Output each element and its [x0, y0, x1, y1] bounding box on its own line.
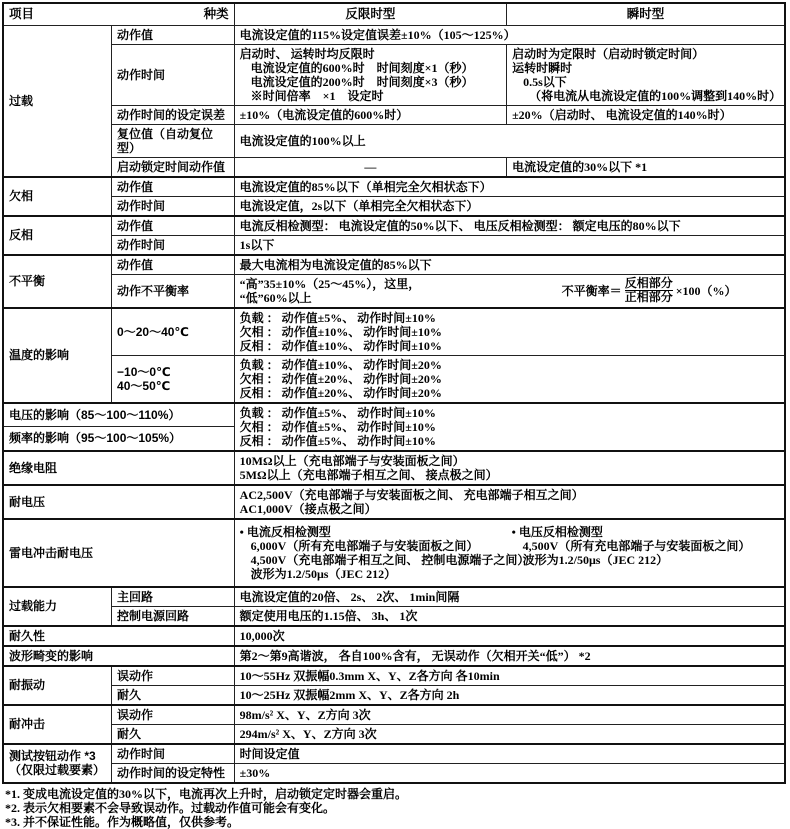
- temp-range-line: −10～0℃: [117, 364, 171, 379]
- test-button-op-time-char-value: ±30%: [234, 763, 785, 783]
- row-unbalance-op-value: [3, 255, 785, 275]
- test-button-label-line: 测试按钮动作 *3: [9, 749, 96, 763]
- temperature-range-2: [112, 355, 235, 403]
- shock-malfunction-value: 98m/s² X、Y、Z方向 3次: [234, 705, 785, 725]
- phase-loss-op-time: 电流设定值，2s以下（单相完全欠相状态下）: [234, 196, 785, 216]
- temp-line: 负载 ： 动作值±5%、 动作时间±10%: [239, 310, 436, 325]
- kind-malfunction: 误动作: [112, 666, 235, 686]
- row-unbalance-rate: [3, 274, 785, 308]
- row-overload-start-lock: [3, 157, 785, 177]
- kind-start-lock: 启动锁定时间动作值: [112, 157, 235, 177]
- label-phase-reversal: 反相: [3, 216, 112, 255]
- op-time-inv-line: ※时间倍率 ×1 设定时: [250, 88, 384, 103]
- impulse-line: 波形为1.2/50μs（JEC 212）: [522, 552, 669, 567]
- overload-reset-value: 电流设定值的100%以上: [234, 124, 785, 157]
- row-overload-op-time-error: [3, 105, 785, 124]
- kind-op-time: 动作时间: [112, 196, 235, 216]
- test-button-label-line: （仅限过载要素）: [9, 763, 106, 777]
- impulse-line: • 电流反相检测型: [239, 524, 331, 539]
- kind-reset-value: 复位值（自动复位型）: [112, 124, 235, 157]
- label-frequency-effect: 频率的影响（95～100～105%）: [3, 427, 234, 451]
- unbalance-op-value: 最大电流相为电流设定值的85%以下: [234, 255, 785, 275]
- vf-line: 欠相 ： 动作值±5%、 动作时间±10%: [239, 419, 436, 434]
- label-test-button: [3, 744, 112, 783]
- insulation-line: 5MΩ以上（充电部端子相互之间、 接点极之间）: [239, 467, 498, 482]
- row-phase-loss-op-value: [3, 177, 785, 197]
- footnotes: [2, 784, 788, 829]
- phase-reversal-op-value: 电流反相检测型： 电流设定值的50%以下、 电压反相检测型： 额定电压的80%以下: [234, 216, 785, 236]
- op-time-inst-line: 运转时瞬时: [512, 60, 573, 75]
- temperature-effect-1: [234, 308, 785, 356]
- temp-line: 反相 ： 动作值±10%、 动作时间±10%: [239, 338, 442, 353]
- kind-op-time: 动作时间: [112, 744, 235, 764]
- label-unbalance: 不平衡: [3, 255, 112, 308]
- kind-op-time: 动作时间: [112, 235, 235, 255]
- row-phase-reversal-op-time: [3, 235, 785, 255]
- kind-malfunction: 误动作: [112, 705, 235, 725]
- impulse-current-type: [239, 524, 530, 581]
- kind-op-value: 动作值: [112, 25, 235, 44]
- shock-endurance-value: 294m/s² X、Y、Z方向 3次: [234, 724, 785, 744]
- insulation-value: [234, 451, 785, 485]
- op-time-inst-line: 0.5s以下: [523, 74, 567, 89]
- label-durability: 耐久性: [3, 626, 234, 646]
- unbalance-rate-cell: [234, 274, 785, 308]
- temp-line: 欠相 ： 动作值±20%、 动作时间±20%: [239, 371, 442, 386]
- formula-lhs: 不平衡率＝: [561, 283, 622, 298]
- overload-op-value: 电流设定值的115%设定值误差±10%（105～125%）: [234, 25, 785, 44]
- row-impulse: [3, 519, 785, 587]
- row-waveform-distortion: [3, 646, 785, 666]
- overload-start-lock-inverse: —: [234, 157, 506, 177]
- kind-main-circuit: 主回路: [112, 587, 235, 607]
- kind-op-value: 动作值: [112, 216, 235, 236]
- footnote-3: *3. 并不保证性能。作为概略值，仅供参考。: [5, 814, 240, 829]
- row-shock-malfunction: [3, 705, 785, 725]
- header-instant-type: 瞬时型: [507, 3, 785, 25]
- op-time-inv-line: 电流设定值的200%时 时间刻度×3（秒）: [250, 74, 474, 89]
- formula-rhs: ×100（%）: [675, 283, 737, 298]
- withstand-line: AC1,000V（接点极之间）: [239, 501, 377, 516]
- overload-op-time-error-inverse: ±10%（电流设定值的600%时）: [234, 105, 506, 124]
- row-test-button-op-time-char: [3, 763, 785, 783]
- row-vibration-endurance: [3, 685, 785, 705]
- temperature-range-1: 0～20～40℃: [112, 308, 235, 356]
- test-button-op-time-value: 时间设定值: [234, 744, 785, 764]
- overload-capacity-control: 额定使用电压的1.15倍、 3h、 1次: [234, 606, 785, 626]
- footnote-2: *2. 表示欠相要素不会导致误动作。过载动作值可能会有变化。: [5, 800, 336, 815]
- kind-op-time-char: 动作时间的设定特性: [112, 763, 235, 783]
- unbalance-rate-text: [240, 277, 562, 305]
- header-item: 项目: [9, 7, 35, 22]
- label-voltage-effect: 电压的影响（85～100～110%）: [3, 403, 234, 427]
- voltage-frequency-effect: [234, 403, 785, 451]
- kind-endurance: 耐久: [112, 724, 235, 744]
- waveform-distortion-value: 第2～第9高谐波， 各自100%含有， 无误动作（欠相开关“低”） *2: [234, 646, 785, 666]
- op-time-inst-line: 启动时为定限时（启动时锁定时间）: [512, 46, 705, 61]
- label-shock: 耐冲击: [3, 705, 112, 744]
- overload-op-time-inverse: [234, 44, 506, 105]
- header-row: [3, 3, 785, 25]
- row-overload-reset-value: [3, 124, 785, 157]
- footnote-1: *1. 变成电流设定值的30%以下，电流再次上升时，启动锁定定时器会重启。: [5, 786, 408, 801]
- temp-range-line: 40～50℃: [117, 378, 171, 393]
- overload-op-time-error-instant: ±20%（启动时、 电流设定值的140%时）: [507, 105, 785, 124]
- phase-loss-op-value: 电流设定值的85%以下（单相完全欠相状态下）: [234, 177, 785, 197]
- row-overload-capacity-control: [3, 606, 785, 626]
- vf-line: 负载 ： 动作值±5%、 动作时间±10%: [239, 405, 436, 420]
- row-overload-op-value: [3, 25, 785, 44]
- formula-denominator: 正相部分: [624, 290, 673, 304]
- temperature-effect-2: [234, 355, 785, 403]
- formula-fraction: [625, 277, 673, 304]
- row-test-button-op-time: [3, 744, 785, 764]
- row-temperature-1: [3, 308, 785, 356]
- label-vibration: 耐振动: [3, 666, 112, 705]
- row-vibration-malfunction: [3, 666, 785, 686]
- unbalance-rate-line: “低”60%以上: [239, 290, 312, 305]
- label-insulation: 绝缘电阻: [3, 451, 234, 485]
- unbalance-rate-line: “高”35±10%（25～45%），这里，: [239, 276, 421, 291]
- vibration-endurance-value: 10～25Hz 双振幅2mm X、Y、Z各方向 2h: [234, 685, 785, 705]
- kind-op-time: 动作时间: [112, 44, 235, 105]
- impulse-value: [234, 519, 785, 587]
- header-kind: 种类: [203, 7, 229, 22]
- impulse-voltage-type: [512, 525, 751, 567]
- temp-line: 欠相 ： 动作值±10%、 动作时间±10%: [239, 324, 442, 339]
- label-overload: 过载: [3, 25, 112, 177]
- row-voltage-effect: [3, 403, 785, 427]
- kind-op-value: 动作值: [112, 255, 235, 275]
- row-phase-reversal-op-value: [3, 216, 785, 236]
- insulation-line: 10MΩ以上（充电部端子与安装面板之间）: [239, 453, 465, 468]
- phase-reversal-op-time: 1s以下: [234, 235, 785, 255]
- temp-line: 反相 ： 动作值±20%、 动作时间±20%: [239, 385, 442, 400]
- row-insulation: [3, 451, 785, 485]
- temp-line: 负载 ： 动作值±10%、 动作时间±20%: [239, 357, 442, 372]
- impulse-line: 4,500V（所有充电部端子与安装面板之间）: [522, 538, 751, 553]
- durability-value: 10,000次: [234, 626, 785, 646]
- kind-op-time-error: 动作时间的设定误差: [112, 105, 235, 124]
- label-impulse: 雷电冲击耐电压: [3, 519, 234, 587]
- overload-start-lock-instant: 电流设定值的30%以下 *1: [507, 157, 785, 177]
- label-withstand-voltage: 耐电压: [3, 485, 234, 519]
- withstand-voltage-value: [234, 485, 785, 519]
- vf-line: 反相 ： 动作值±5%、 动作时间±10%: [239, 433, 436, 448]
- unbalance-formula: [562, 277, 737, 304]
- kind-endurance: 耐久: [112, 685, 235, 705]
- op-time-inv-line: 启动时、 运转时均反限时: [239, 46, 375, 61]
- header-item-kind-cell: [3, 3, 234, 25]
- row-durability: [3, 626, 785, 646]
- overload-op-time-instant: [507, 44, 785, 105]
- op-time-inv-line: 电流设定值的600%时 时间刻度×1（秒）: [250, 60, 474, 75]
- impulse-line: • 电压反相检测型: [511, 524, 603, 539]
- row-shock-endurance: [3, 724, 785, 744]
- kind-control-circuit: 控制电源回路: [112, 606, 235, 626]
- impulse-line: 波形为1.2/50μs（JEC 212）: [250, 566, 397, 581]
- label-overload-capacity: 过载能力: [3, 587, 112, 626]
- overload-capacity-main: 电流设定值的20倍、 2s、 2次、 1min间隔: [234, 587, 785, 607]
- label-temperature: 温度的影响: [3, 308, 112, 403]
- spec-table: [2, 2, 786, 784]
- impulse-line: 6,000V（所有充电部端子与安装面板之间）: [250, 538, 479, 553]
- kind-op-value: 动作值: [112, 177, 235, 197]
- row-overload-op-time: [3, 44, 785, 105]
- label-waveform-distortion: 波形畸变的影响: [3, 646, 234, 666]
- label-phase-loss: 欠相: [3, 177, 112, 216]
- row-phase-loss-op-time: [3, 196, 785, 216]
- header-inverse-type: 反限时型: [234, 3, 506, 25]
- formula-numerator: 反相部分: [624, 276, 673, 290]
- withstand-line: AC2,500V（充电部端子与安装面板之间、 充电部端子相互之间）: [239, 487, 584, 502]
- row-withstand-voltage: [3, 485, 785, 519]
- vibration-malfunction-value: 10～55Hz 双振幅0.3mm X、Y、Z各方向 各10min: [234, 666, 785, 686]
- row-temperature-2: [3, 355, 785, 403]
- row-overload-capacity-main: [3, 587, 785, 607]
- kind-unbalance-rate: 动作不平衡率: [112, 274, 235, 308]
- impulse-line: 4,500V（充电部端子相互之间、 控制电源端子之间）: [250, 552, 530, 567]
- op-time-inst-line: （将电流从电流设定值的100%调整到140%时）: [529, 88, 782, 103]
